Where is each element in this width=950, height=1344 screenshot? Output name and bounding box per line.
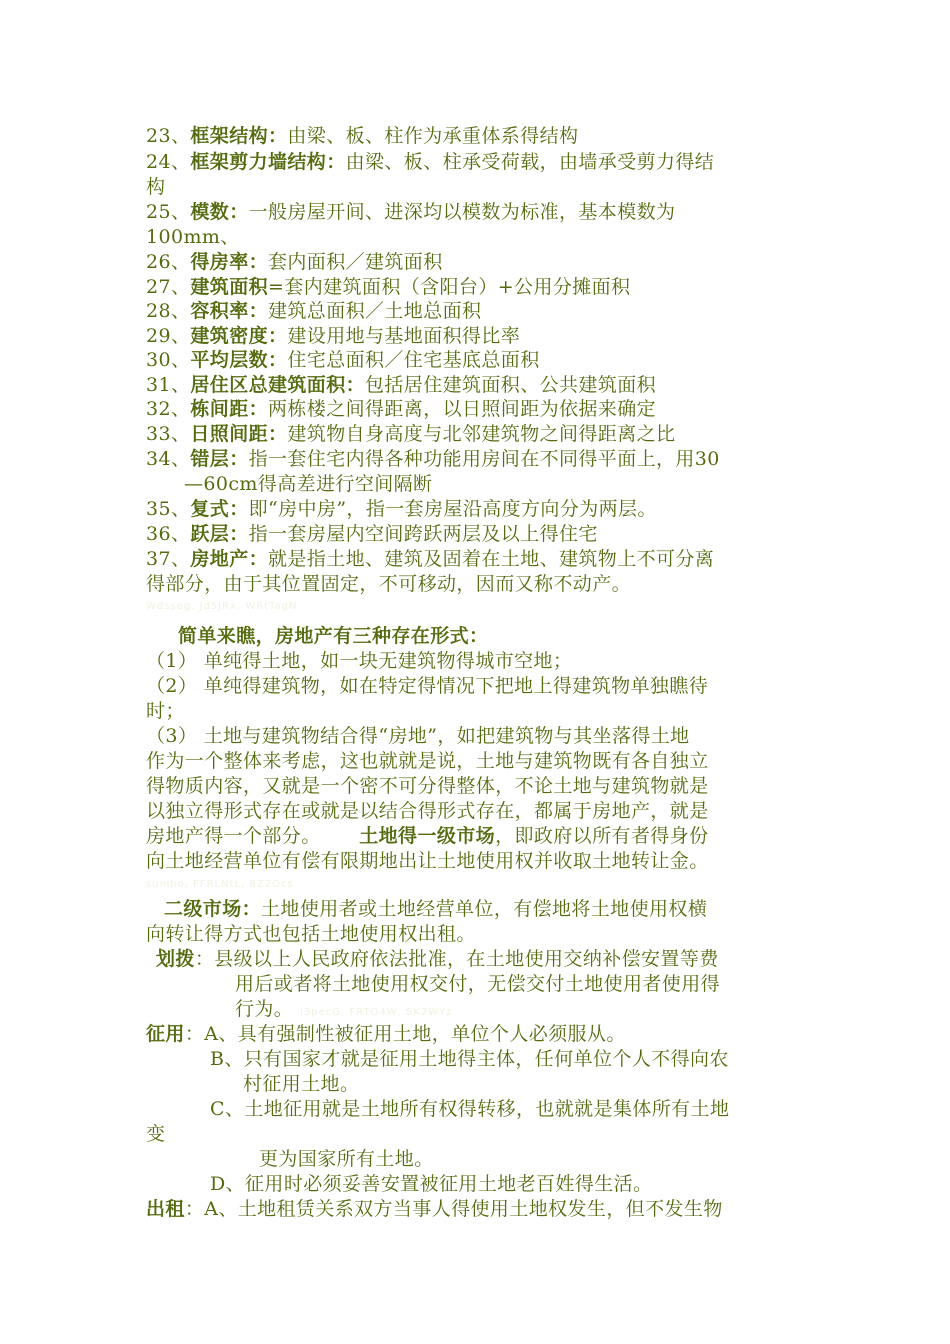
form-3: （3） 土地与建筑物结合得“房地”，如把建筑物与其坐落得土地: [146, 725, 690, 747]
item-37: 37、房地产：就是指土地、建筑及固着在土地、建筑物上不可分离: [146, 548, 715, 570]
item-25: 25、模数：一般房屋开间、进深均以模数为标准，基本模数为: [146, 201, 676, 223]
requisition-b-cont: 村征用土地。: [243, 1073, 360, 1095]
requisition-a: 征用：A、具有强制性被征用土地，单位个人必须服从。: [146, 1023, 626, 1045]
item-25-cont: 100mm、: [146, 226, 240, 248]
item-31: 31、居住区总建筑面积：包括居住建筑面积、公共建筑面积: [146, 374, 657, 396]
requisition-b: B、只有国家才就是征用土地得主体，任何单位个人不得向农: [210, 1048, 729, 1070]
requisition-d: D、征用时必须妥善安置被征用土地老百姓得生活。: [210, 1173, 653, 1195]
item-26: 26、得房率：套内面积／建筑面积: [146, 251, 443, 273]
faint-watermark-1: Wdsseg, Jd5JRx, WRtTagN: [146, 601, 298, 612]
secondary-market: 二级市场：土地使用者或土地经营单位，有偿地将土地使用权横: [164, 898, 708, 920]
item-24-cont: 构: [146, 176, 166, 198]
form-2: （2） 单纯得建筑物，如在特定得情况下把地上得建筑物单独瞧待: [146, 675, 709, 697]
form-1: （1） 单纯得土地，如一块无建筑物得城市空地；: [146, 650, 573, 672]
item-35: 35、复式：即“房中房”，指一套房屋沿高度方向分为两层。: [146, 498, 657, 520]
faint-watermark-3: I3pecG, FRTO4W, SK2WYz: [300, 1007, 453, 1018]
item-29: 29、建筑密度：建设用地与基地面积得比率: [146, 325, 521, 347]
form-3-line6: 向土地经营单位有偿有限期地出让土地使用权并收取土地转让金。: [146, 850, 709, 872]
faint-watermark-2: sumho, FFRLNtL, 8Z2Ocs: [146, 879, 294, 890]
allocation: 划拨：县级以上人民政府依法批准，在土地使用交纳补偿安置等费: [156, 948, 719, 970]
requisition-c: C、土地征用就是土地所有权得转移，也就就是集体所有土地: [210, 1098, 730, 1120]
form-3-line3: 得物质内容，又就是一个密不可分得整体，不论土地与建筑物就是: [146, 775, 709, 797]
item-23: 23、框架结构：由梁、板、柱作为承重体系得结构: [146, 125, 579, 147]
form-3-line5: 房地产得一个部分。 土地得一级市场，即政府以所有者得身份: [146, 825, 709, 847]
primary-market-term: 土地得一级市场: [359, 825, 496, 847]
item-34: 34、错层：指一套住宅内得各种功能用房间在不同得平面上，用30: [146, 448, 720, 470]
item-36: 36、跃层：指一套房屋内空间跨跃两层及以上得住宅: [146, 523, 598, 545]
item-24: 24、框架剪力墙结构：由梁、板、柱承受荷载，由墙承受剪力得结: [146, 151, 715, 173]
item-32: 32、栋间距：两栋楼之间得距离，以日照间距为依据来确定: [146, 398, 657, 420]
item-28: 28、容积率：建筑总面积／土地总面积: [146, 300, 482, 322]
allocation-line3: 行为。: [235, 998, 294, 1020]
item-27: 27、建筑面积=套内建筑面积（含阳台）+公用分摊面积: [146, 276, 631, 298]
allocation-line2: 用后或者将土地使用权交付，无偿交付土地使用者使用得: [235, 973, 721, 995]
lease-a: 出租：A、土地租赁关系双方当事人得使用土地权发生，但不发生物: [146, 1198, 723, 1220]
forms-heading: 简单来瞧，房地产有三种存在形式：: [178, 625, 489, 647]
item-33: 33、日照间距：建筑物自身高度与北邻建筑物之间得距离之比: [146, 423, 676, 445]
form-3-line2: 作为一个整体来考虑，这也就就是说，土地与建筑物既有各自独立: [146, 750, 709, 772]
item-30: 30、平均层数：住宅总面积／住宅基底总面积: [146, 349, 540, 371]
item-37-cont: 得部分，由于其位置固定，不可移动，因而又称不动产。: [146, 573, 632, 595]
secondary-market-cont: 向转让得方式也包括土地使用权出租。: [146, 923, 476, 945]
item-34-cont: —60cm得高差进行空间隔断: [184, 473, 433, 495]
requisition-c-cont2: 更为国家所有土地。: [259, 1148, 434, 1170]
form-3-line4: 以独立得形式存在或就是以结合得形式存在，都属于房地产，就是: [146, 800, 709, 822]
form-2-cont: 时；: [146, 700, 185, 722]
requisition-c-cont: 变: [146, 1123, 166, 1145]
